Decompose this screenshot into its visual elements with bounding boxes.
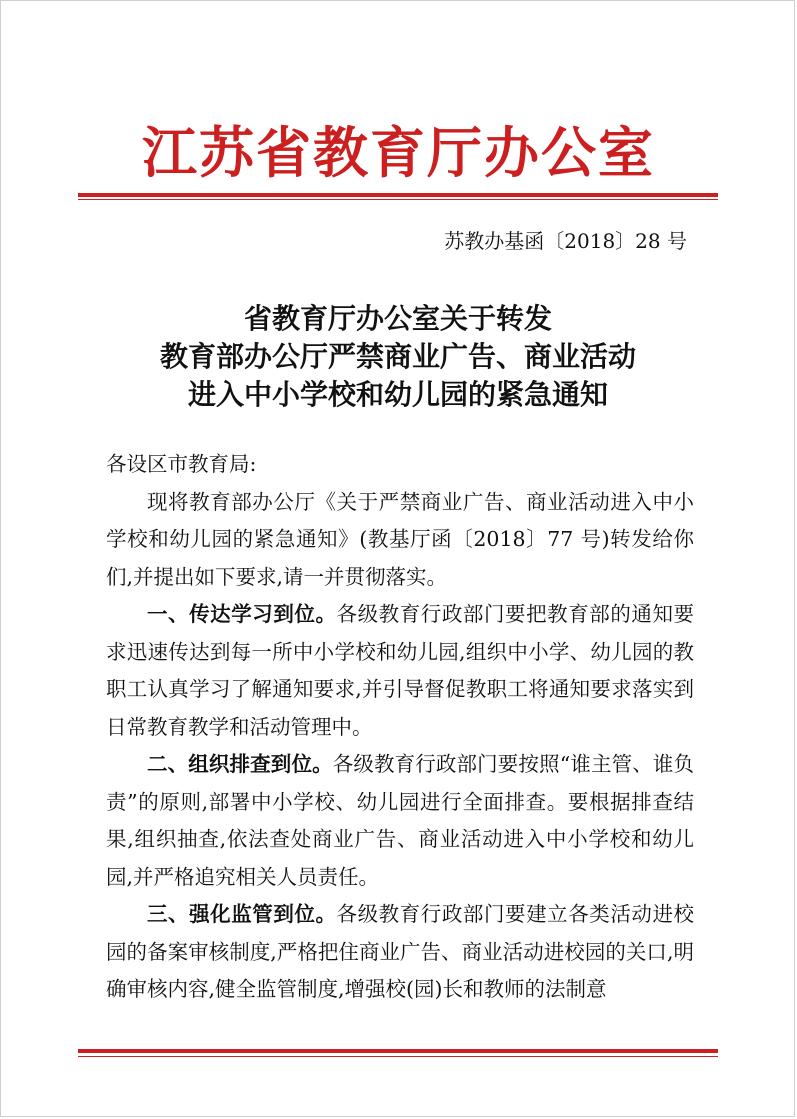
title-line: 进入中小学校和幼儿园的紧急通知 — [187, 378, 608, 411]
section-heading: 三、强化监管到位。 — [147, 902, 337, 926]
title-line: 省教育厅办公室关于转发 — [243, 302, 552, 335]
footer-rule-thick — [78, 1049, 718, 1053]
title-line: 教育部办公厅严禁商业广告、商业活动 — [159, 340, 636, 373]
section-paragraph — [106, 746, 694, 896]
header-rule-thick — [78, 193, 718, 197]
document-title — [78, 300, 718, 414]
section-heading: 一、传达学习到位。 — [147, 602, 337, 626]
intro-paragraph: 现将教育部办公厅《关于严禁商业广告、商业活动进入中小学校和幼儿园的紧急通知》(教基厅函〔2018〕77 号)转发给你们,并提出如下要求,请一并贯彻落实。 — [106, 489, 694, 589]
section-paragraph — [106, 596, 694, 746]
section-paragraph — [106, 896, 694, 1009]
footer-rule-thin — [78, 1056, 718, 1057]
salutation: 各设区市教育局: — [106, 452, 257, 476]
header-rule-thin — [78, 199, 718, 200]
section-heading: 二、组织排查到位。 — [147, 752, 333, 776]
document-body — [106, 446, 694, 1009]
issuer-header: 江苏省教育厅办公室 — [141, 120, 655, 185]
section-text: 各级教育行政部门要按照“谁主管、谁负责”的原则,部署中小学校、幼儿园进行全面排查。要根据排查结果,组织抽查,依法查处商业广告、商业活动进入中小学校和幼儿园,并严格追究相关人员责任。 — [106, 752, 694, 889]
document-number: 苏教办基函〔2018〕28 号 — [444, 229, 687, 253]
section-text: 各级教育行政部门要建立各类活动进校园的备案审核制度,严格把住商业广告、商业活动进校园的关口,明确审核内容,健全监管制度,增强校(园)长和教师的法制意 — [106, 902, 695, 1001]
section-text: 各级教育行政部门要把教育部的通知要求迅速传达到每一所中小学校和幼儿园,组织中小学、幼儿园的教职工认真学习了解通知要求,并引导督促教职工将通知要求落实到日常教育教学和活动管理中。 — [106, 602, 695, 739]
